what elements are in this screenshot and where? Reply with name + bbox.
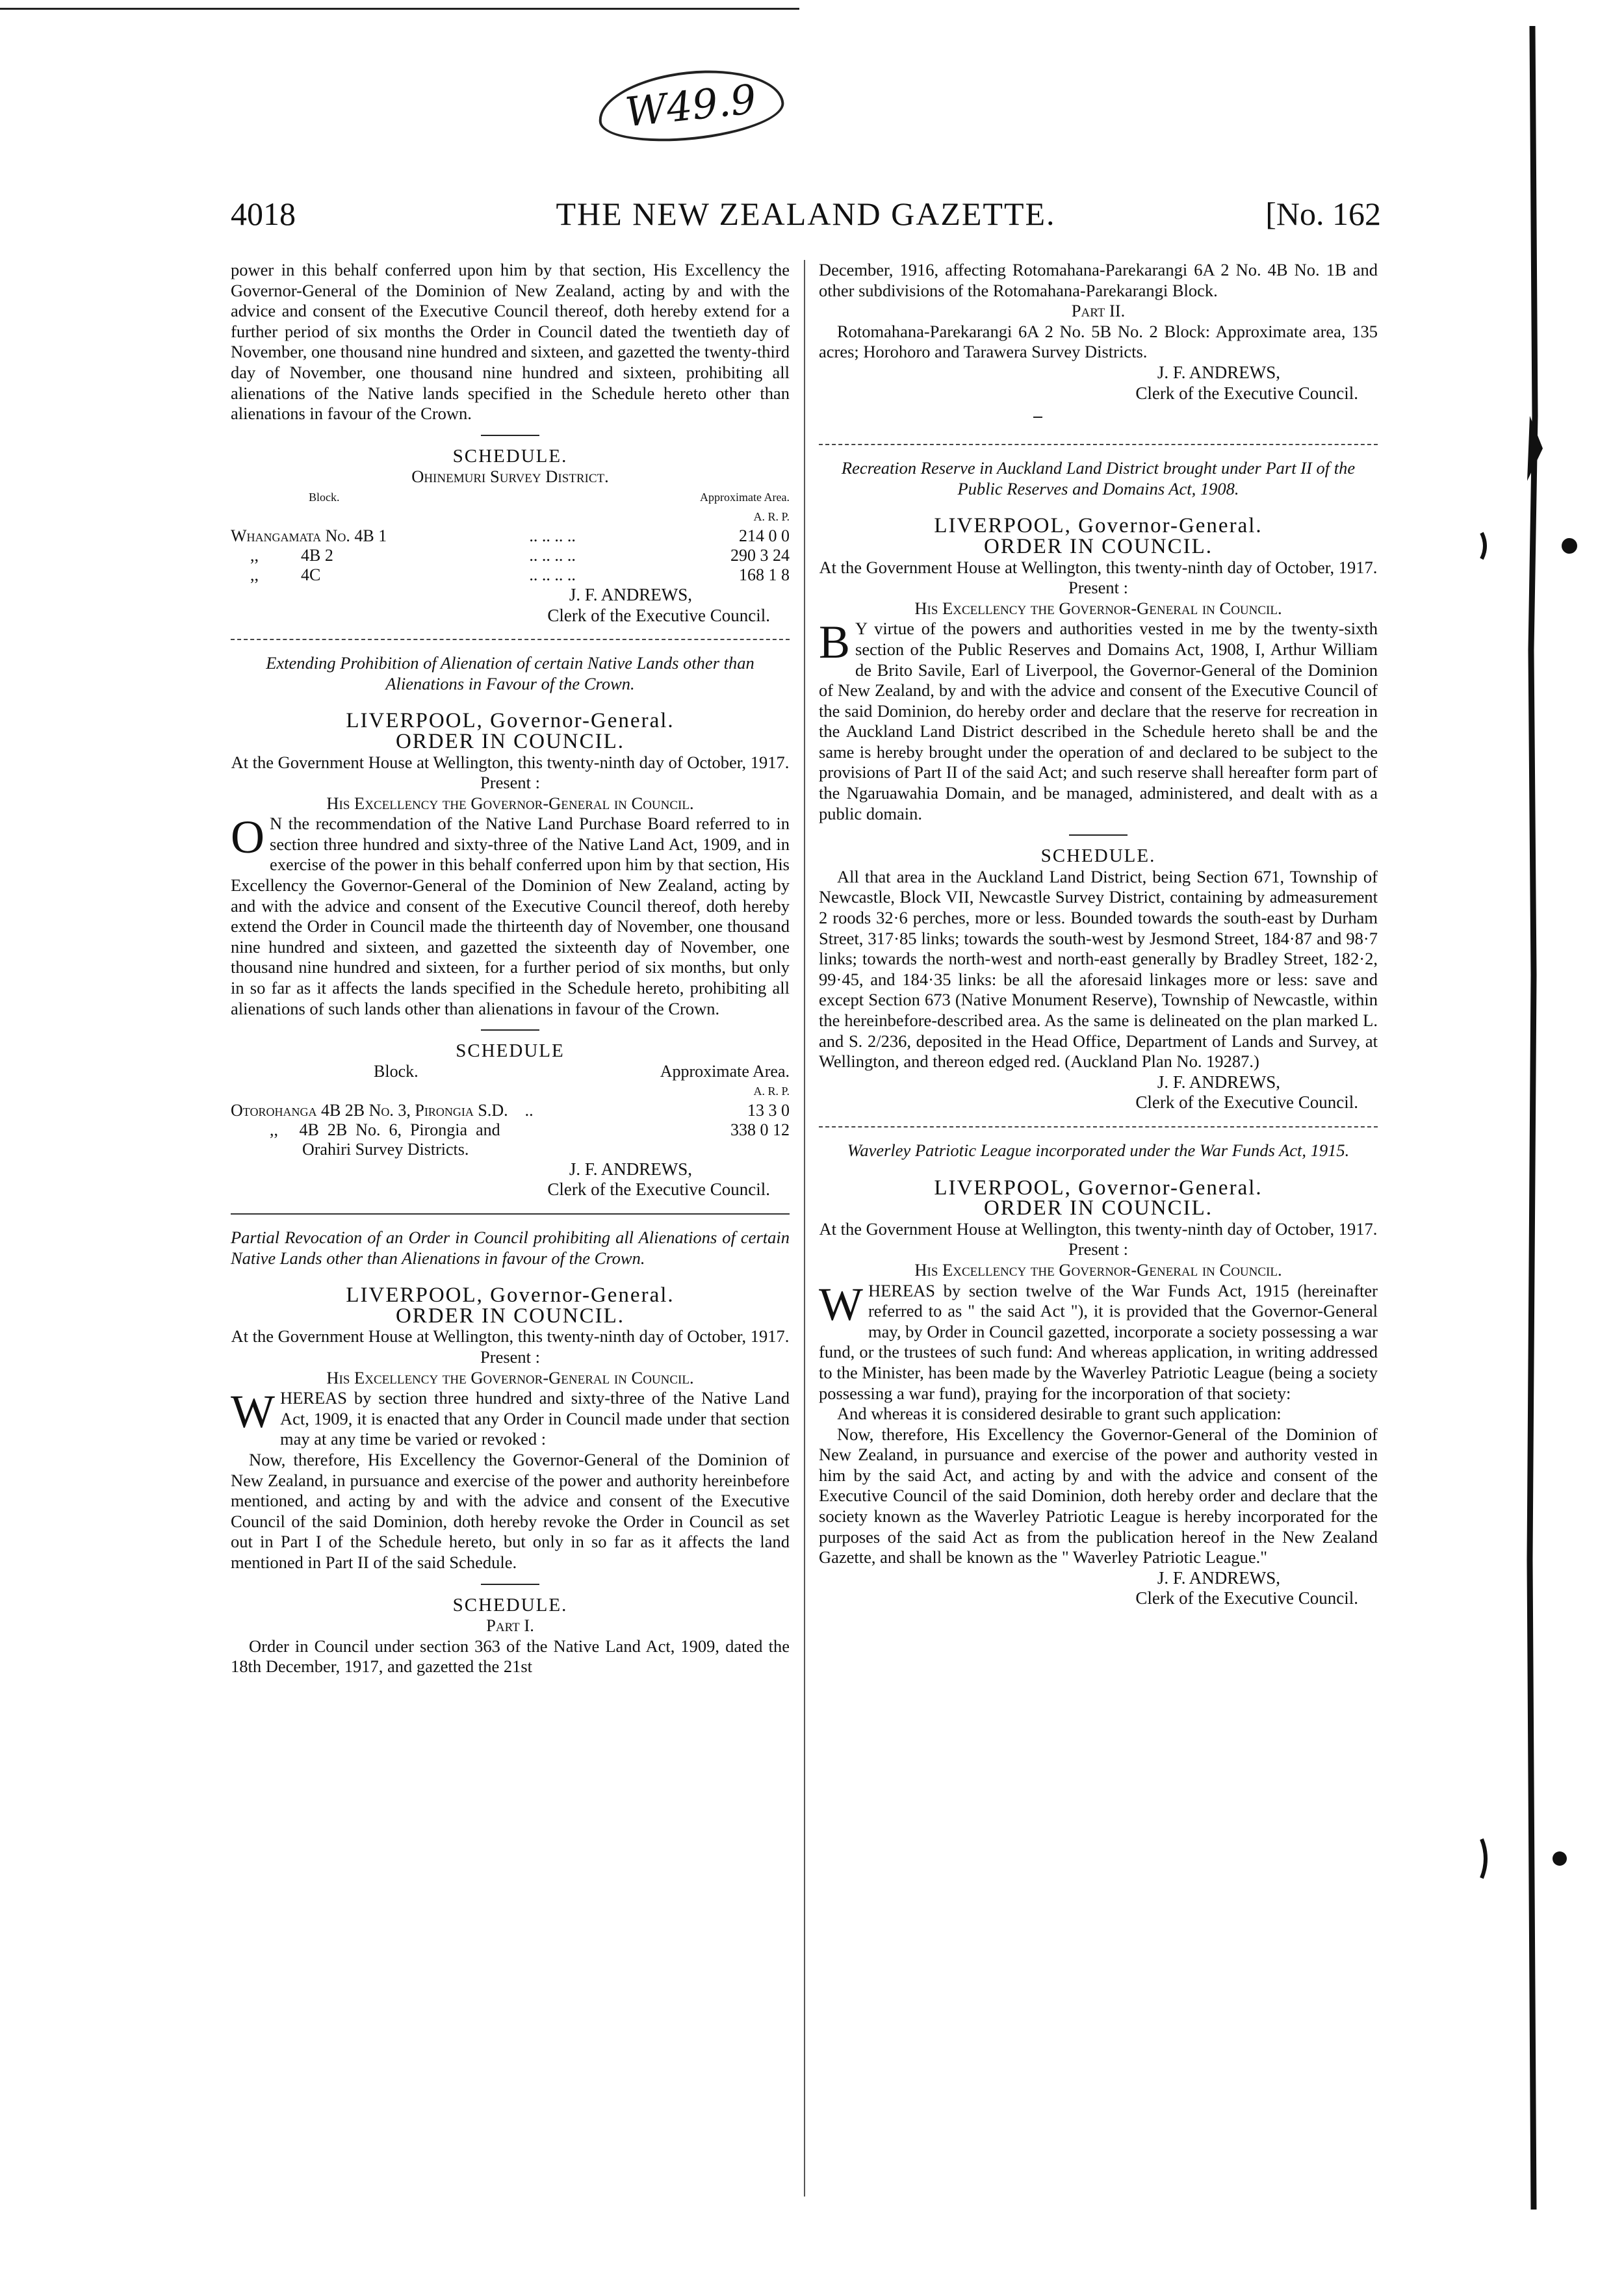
signature-title: Clerk of the Executive Council. xyxy=(547,605,770,625)
signature-name: J. F. ANDREWS, xyxy=(1157,1072,1280,1092)
top-edge-rule xyxy=(0,8,799,10)
signature-name: J. F. ANDREWS, xyxy=(1157,1567,1280,1588)
notice-body: O N the recommendation of the Native Land Purchase Board referred to in section three hundred and sixty-three of the Native Land Act, 1909, and in exercise of the power in this behalf conferred upon him by that section, His Excellency the Governor-General of the Dominion of New Zealand, acting by and with the advice and consent of the Executive Council thereof, doth hereby extend the Order in Council made the thirteenth day of November, one thousand nine hundred and sixteen, and gazetted the sixteenth day of November, one thousand nine hundred and sixteen, for a further period of six months, but only in so far as it affects the lands specified in the Schedule hereto, prohibiting all alienations of such lands other than alienations in favour of the Crown. xyxy=(231,811,790,1018)
notice-body: And whereas it is considered desirable to grant such application: xyxy=(837,1404,1282,1424)
col-area-header: Approximate Area. xyxy=(700,490,790,504)
signature-title: Clerk of the Executive Council. xyxy=(1135,383,1358,403)
notice-heading: Recreation Reserve in Auckland Land District brought under Part II of the Public Reserves and Domains Act, 1908. xyxy=(841,458,1356,498)
short-rule xyxy=(481,1584,539,1585)
table-row: Orahiri Survey Districts. xyxy=(302,1139,469,1159)
short-rule xyxy=(481,435,539,436)
page-header xyxy=(231,195,1381,240)
notice-heading: Waverley Patriotic League incorporated under the War Funds Act, 1915. xyxy=(847,1140,1350,1160)
part-text: Rotomahana-Parekarangi 6A 2 No. 5B No. 2 Block: Approximate area, 135 acres; Horohoro and Tarawera Survey Districts. xyxy=(819,321,1378,362)
short-rule xyxy=(1069,834,1128,836)
order-title: ORDER IN COUNCIL. xyxy=(395,1304,625,1328)
short-rule xyxy=(481,1029,539,1031)
continued-paragraph: December, 1916, affecting Rotomahana-Parekarangi 6A 2 No. 4B No. 1B and other subdivisions of the Rotomahana-Parekarangi Block. xyxy=(819,260,1378,300)
council-line: His Excellency the Governor-General in Council. xyxy=(326,793,694,813)
notice-body: B Y virtue of the powers and authorities vested in me by the twenty-sixth section of the Public Reserves and Domains Act, 1908, I, Arthur William de Brito Savile, Earl of Liverpool, the Governor-General of the Dominion of New Zealand, by and with the advice and consent of the Executive Council of the said Dominion, do hereby order and declare that the reserve for recreation in the Auckland Land District described in the Schedule hereto shall be and the same is hereby brought under the operation of and declared to be subject to the provisions of Part II of the said Act; and such reserve shall hereafter form part of the Ngaruawahia Domain, and be managed, administered, and dealt with as a public domain. xyxy=(819,616,1378,823)
table-row: ,, 4B 2B No. 6, Pirongia and 338 0 12 xyxy=(270,1120,790,1139)
notice-body: Now, therefore, His Excellency the Governor-General of the Dominion of New Zealand, in pursuance and exercise of the power and authority hereinbefore mentioned, and acting by and with the advice and consent of the Executive Council of the said Dominion, doth hereby revoke the Order in Council as set out in Part I of the Schedule hereto, but only in so far as it affects the land mentioned in Part II of the said Schedule. xyxy=(231,1449,790,1572)
order-title: ORDER IN COUNCIL. xyxy=(395,729,625,753)
table-row: Otorohanga 4B 2B No. 3, Pirongia S.D. .. 13 3 0 xyxy=(231,1100,790,1120)
section-rule xyxy=(819,1126,1378,1128)
signature-title: Clerk of the Executive Council. xyxy=(547,1179,770,1200)
col-area-header: Approximate Area. xyxy=(660,1061,790,1081)
handwritten-annotation: W49.9 xyxy=(595,62,786,149)
schedule-table xyxy=(231,487,790,585)
issue-number: [No. 162 xyxy=(1265,196,1381,232)
part-label: Part I. xyxy=(486,1616,534,1636)
col-block-header: Block. xyxy=(374,1061,419,1081)
order-title: ORDER IN COUNCIL. xyxy=(983,1196,1213,1220)
part-text: Order in Council under section 363 of the Native Land Act, 1909, dated the 18th December, 1917, and gazetted the 21st xyxy=(231,1636,790,1677)
present-label: Present : xyxy=(1068,578,1128,598)
short-rule xyxy=(1033,417,1042,418)
place-date: At the Government House at Wellington, this twenty-ninth day of October, 1917. xyxy=(819,557,1378,577)
gazette-title: THE NEW ZEALAND GAZETTE. xyxy=(556,196,1056,232)
schedule-title: SCHEDULE. xyxy=(1040,845,1156,867)
schedule-title: SCHEDULE. xyxy=(452,445,568,467)
signature-name: J. F. ANDREWS, xyxy=(569,584,692,604)
signature-name: J. F. ANDREWS, xyxy=(1157,362,1280,382)
notice-body: WHEREAS by section three hundred and sixty-three of the Native Land Act, 1909, it is enacted that any Order in Council made under that section may at any time be varied or revoked : xyxy=(231,1385,790,1449)
table-row: ,, 4C .. .. .. .. 168 1 8 xyxy=(250,565,790,584)
notice-heading: Extending Prohibition of Alienation of certain Native Lands other than Alienations in Favour of the Crown. xyxy=(266,653,754,693)
drop-cap: W xyxy=(819,1278,863,1330)
council-line: His Excellency the Governor-General in Council. xyxy=(914,1259,1282,1280)
intro-paragraph: power in this behalf conferred upon him by that section, His Excellency the Governor-General of the Dominion of New Zealand, acting by and with the advice and consent of the Executive Council thereof, doth hereby extend for a further period of six months the Order in Council dated the twentieth day of November, one thousand nine hundred and sixteen, and gazetted the twenty-third day of November, one thousand nine hundred and sixteen, prohibiting all alienations of the Native lands specified in the Schedule hereto other than alienations in favour of the Crown. xyxy=(231,260,790,424)
part-label: Part II. xyxy=(1071,301,1126,321)
page-number: 4018 xyxy=(231,196,296,232)
notice-heading: Partial Revocation of an Order in Council prohibiting all Alienations of certain Native Lands other than Alienations in favour of the Crown. xyxy=(231,1228,790,1268)
area-units: A. R. P. xyxy=(753,509,790,523)
council-line: His Excellency the Governor-General in Council. xyxy=(326,1367,694,1387)
drop-cap: O xyxy=(231,811,264,864)
drop-cap: B xyxy=(819,616,851,669)
schedule-title: SCHEDULE. xyxy=(452,1594,568,1616)
place-date: At the Government House at Wellington, this twenty-ninth day of October, 1917. xyxy=(231,1326,790,1347)
present-label: Present : xyxy=(480,773,540,793)
present-label: Present : xyxy=(1068,1239,1128,1259)
notice-body: Now, therefore, His Excellency the Governor-General of the Dominion of New Zealand, in pursuance and exercise of the power and authority vested in him by the said Act, and acting by and with the advice and consent of the Executive Council of the said Dominion, doth hereby order and declare that the society known as the Waverley Patriotic League is hereby incorporated for the purposes of the said Act as from the publication hereof in the New Zealand Gazette, and shall be known as the " Waverley Patriotic League." xyxy=(819,1424,1378,1567)
right-column xyxy=(819,260,1378,1609)
schedule-title: SCHEDULE xyxy=(456,1040,565,1062)
signature-name: J. F. ANDREWS, xyxy=(569,1159,692,1179)
scan-edge-artifact xyxy=(1462,0,1624,2281)
governor-line: LIVERPOOL, Governor-General. xyxy=(934,1176,1263,1200)
col-block-header: Block. xyxy=(309,490,340,504)
place-date: At the Government House at Wellington, this twenty-ninth day of October, 1917. xyxy=(819,1218,1378,1239)
council-line: His Excellency the Governor-General in Council. xyxy=(914,598,1282,618)
table-row: ,, 4B 2 .. .. .. .. 290 3 24 xyxy=(250,545,790,565)
section-rule xyxy=(819,444,1378,445)
order-title: ORDER IN COUNCIL. xyxy=(983,534,1213,558)
signature-title: Clerk of the Executive Council. xyxy=(1135,1588,1358,1608)
survey-district: Ohinemuri Survey District. xyxy=(411,467,609,487)
area-units: A. R. P. xyxy=(753,1084,790,1098)
left-column xyxy=(231,260,790,1677)
column-divider xyxy=(804,260,805,2197)
governor-line: LIVERPOOL, Governor-General. xyxy=(346,709,675,733)
schedule-text: All that area in the Auckland Land District, being Section 671, Township of Newcastle, Block VII, Newcastle Survey District, containing by admeasurement 2 roods 32·6 perches, more or less. Bounded towards the south-east by Durham Street, 317·85 links; towards the south-west by Jesmond Street, 184·87 and 98·7 links; towards the north-west and north-east generally by Bradley Street, 182·2, 99·45, and 184·35 links: be all the aforesaid linkages more or less: save and except Section 673 (Native Monument Reserve), Township of Newcastle, within the hereinbefore-described area. As the same is delineated on the plan marked L. and S. 2/236, deposited in the Head Office, Department of Lands and Survey, at Wellington, and thereon edged red. (Auckland Plan No. 19287.) xyxy=(819,866,1378,1072)
place-date: At the Government House at Wellington, this twenty-ninth day of October, 1917. xyxy=(231,752,790,772)
section-rule xyxy=(231,1213,790,1215)
drop-cap: W xyxy=(231,1385,275,1438)
notice-body: WHEREAS by section twelve of the War Funds Act, 1915 (hereinafter referred to as " the said Act "), it is provided that the Governor-General may, by Order in Council gazetted, incorporate a society possessing a war fund, or the trustees of such fund: And whereas application, in writing addressed to the Minister, has been made by the Waverley Patriotic League (being a society possessing a war fund), praying for the incorporation of that society: xyxy=(819,1278,1378,1403)
present-label: Present : xyxy=(480,1347,540,1367)
schedule-table xyxy=(231,1062,790,1159)
table-row: Whangamata No. 4B 1 .. .. .. .. 214 0 0 xyxy=(231,526,790,545)
section-rule xyxy=(231,639,790,640)
governor-line: LIVERPOOL, Governor-General. xyxy=(934,514,1263,538)
governor-line: LIVERPOOL, Governor-General. xyxy=(346,1283,675,1308)
signature-title: Clerk of the Executive Council. xyxy=(1135,1092,1358,1113)
